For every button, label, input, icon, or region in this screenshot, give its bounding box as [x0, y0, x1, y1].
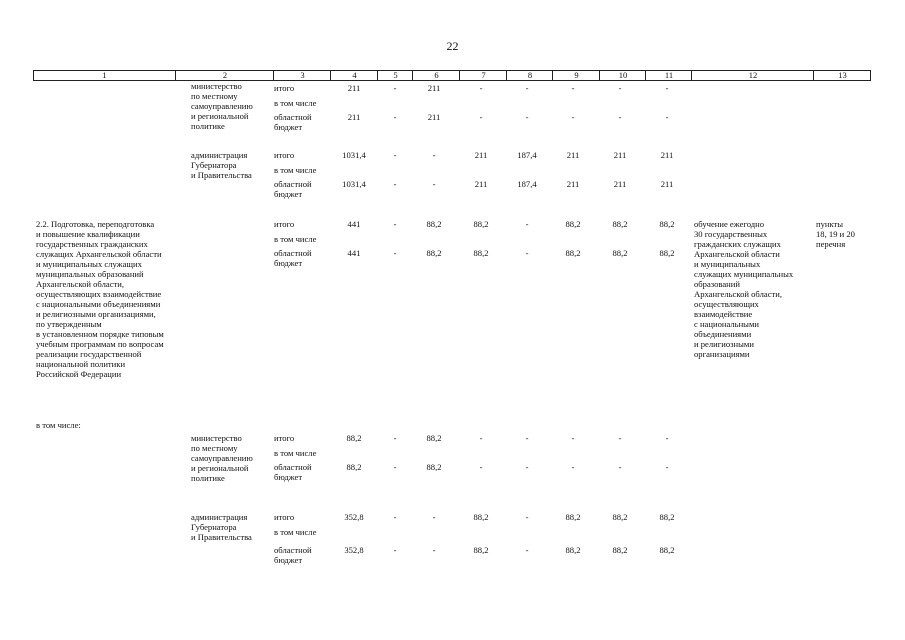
label-including: в том числе: [274, 448, 317, 458]
value-cell: -: [393, 462, 397, 472]
value-cell: -: [525, 248, 529, 258]
value-cell: 88,2: [612, 219, 628, 229]
value-cell: 88,2: [473, 545, 489, 555]
value-cell: -: [432, 150, 436, 160]
value-cell: 88,2: [426, 462, 442, 472]
value-cell: 88,2: [612, 512, 628, 522]
value-cell: 211: [474, 150, 488, 160]
value-cell: 88,2: [346, 462, 362, 472]
label-including: в том числе: [274, 165, 317, 175]
value-cell: -: [393, 219, 397, 229]
value-cell: 88,2: [473, 219, 489, 229]
header-col-10: 10: [599, 71, 646, 80]
value-cell: -: [393, 248, 397, 258]
value-cell: -: [525, 112, 529, 122]
value-cell: 211: [427, 83, 441, 93]
header-col-3: 3: [273, 71, 331, 80]
label-regional-budget: областной бюджет: [274, 545, 312, 565]
value-cell: 88,2: [346, 433, 362, 443]
value-cell: -: [571, 83, 575, 93]
value-cell: 88,2: [565, 219, 581, 229]
label-including: в том числе: [274, 98, 317, 108]
label-total: итого: [274, 150, 295, 160]
value-cell: 211: [613, 179, 627, 189]
header-col-6: 6: [412, 71, 460, 80]
value-cell: -: [393, 179, 397, 189]
value-cell: -: [393, 150, 397, 160]
label-regional-budget: областной бюджет: [274, 462, 312, 482]
header-col-12: 12: [691, 71, 814, 80]
value-cell: -: [525, 545, 529, 555]
value-cell: 88,2: [426, 219, 442, 229]
value-cell: 211: [474, 179, 488, 189]
header-col-11: 11: [645, 71, 692, 80]
value-cell: 211: [660, 179, 674, 189]
value-cell: -: [665, 83, 669, 93]
value-cell: 211: [566, 150, 580, 160]
including-label: в том числе:: [36, 420, 81, 430]
value-cell: 88,2: [473, 512, 489, 522]
value-cell: -: [525, 83, 529, 93]
header-col-8: 8: [506, 71, 553, 80]
task-description: 2.2. Подготовка, переподготовка и повышение квалификации государственных гражданских служащих Архангельской области и муниципальных служащих муниципальных образований Архангельской области, осуществляющих взаимодействие с национальными объединениями и религиозными организациями, по утвержденным в установленном порядке типовым учебным программам по вопросам реализации государственной национальной политики Российской Федерации: [36, 219, 164, 379]
value-cell: 88,2: [426, 248, 442, 258]
value-cell: 88,2: [565, 512, 581, 522]
executor-administration: администрация Губернатора и Правительства: [191, 512, 252, 542]
value-cell: 187,4: [517, 150, 537, 160]
label-total: итого: [274, 512, 295, 522]
value-cell: 352,8: [344, 512, 364, 522]
value-cell: -: [393, 83, 397, 93]
value-cell: -: [665, 433, 669, 443]
value-cell: -: [571, 462, 575, 472]
value-cell: -: [393, 545, 397, 555]
value-cell: 1031,4: [342, 179, 366, 189]
header-col-4: 4: [330, 71, 378, 80]
value-cell: -: [618, 462, 622, 472]
table-header: [33, 70, 871, 81]
value-cell: -: [479, 462, 483, 472]
value-cell: -: [393, 112, 397, 122]
header-col-5: 5: [377, 71, 413, 80]
value-cell: 88,2: [612, 248, 628, 258]
value-cell: -: [432, 545, 436, 555]
value-cell: -: [479, 433, 483, 443]
value-cell: 441: [347, 219, 361, 229]
value-cell: -: [618, 112, 622, 122]
value-cell: 352,8: [344, 545, 364, 555]
value-cell: 88,2: [659, 248, 675, 258]
value-cell: -: [432, 179, 436, 189]
value-cell: -: [571, 433, 575, 443]
value-cell: -: [393, 433, 397, 443]
label-regional-budget: областной бюджет: [274, 179, 312, 199]
value-cell: 88,2: [659, 219, 675, 229]
label-total: итого: [274, 219, 295, 229]
header-col-2: 2: [175, 71, 274, 80]
value-cell: 88,2: [565, 545, 581, 555]
value-cell: -: [479, 83, 483, 93]
value-cell: -: [571, 112, 575, 122]
value-cell: 1031,4: [342, 150, 366, 160]
executor-ministry: министерство по местному самоуправлению и региональной политике: [191, 433, 253, 483]
executor-administration: администрация Губернатора и Правительства: [191, 150, 252, 180]
header-col-13: 13: [813, 71, 871, 80]
label-total: итого: [274, 433, 295, 443]
value-cell: -: [525, 512, 529, 522]
value-cell: 88,2: [426, 433, 442, 443]
value-cell: 88,2: [659, 512, 675, 522]
executor-ministry: министерство по местному самоуправлению и региональной политике: [191, 81, 253, 131]
value-cell: -: [525, 462, 529, 472]
value-cell: 211: [347, 112, 361, 122]
value-cell: 211: [660, 150, 674, 160]
value-cell: 441: [347, 248, 361, 258]
list-points: пункты 18, 19 и 20 перечня: [816, 219, 855, 249]
page-number: 22: [446, 39, 459, 53]
value-cell: -: [618, 433, 622, 443]
label-total: итого: [274, 83, 295, 93]
label-including: в том числе: [274, 527, 317, 537]
value-cell: 88,2: [659, 545, 675, 555]
value-cell: 88,2: [473, 248, 489, 258]
value-cell: 211: [347, 83, 361, 93]
value-cell: -: [665, 112, 669, 122]
value-cell: 211: [427, 112, 441, 122]
value-cell: -: [665, 462, 669, 472]
label-including: в том числе: [274, 234, 317, 244]
value-cell: -: [525, 219, 529, 229]
label-regional-budget: областной бюджет: [274, 248, 312, 268]
value-cell: 187,4: [517, 179, 537, 189]
value-cell: -: [479, 112, 483, 122]
label-regional-budget: областной бюджет: [274, 112, 312, 132]
header-col-9: 9: [552, 71, 600, 80]
value-cell: 88,2: [612, 545, 628, 555]
value-cell: 211: [566, 179, 580, 189]
value-cell: -: [393, 512, 397, 522]
value-cell: 88,2: [565, 248, 581, 258]
expected-result: обучение ежегодно 30 государственных гражданских служащих Архангельской области и муниципальных служащих муниципальных образований Архангельской области, осуществляющих взаимодействие с национальными объединениями и религиозными организациями: [694, 219, 794, 359]
value-cell: -: [525, 433, 529, 443]
header-col-7: 7: [459, 71, 507, 80]
value-cell: -: [432, 512, 436, 522]
value-cell: 211: [613, 150, 627, 160]
header-col-1: 1: [102, 70, 107, 80]
value-cell: -: [618, 83, 622, 93]
